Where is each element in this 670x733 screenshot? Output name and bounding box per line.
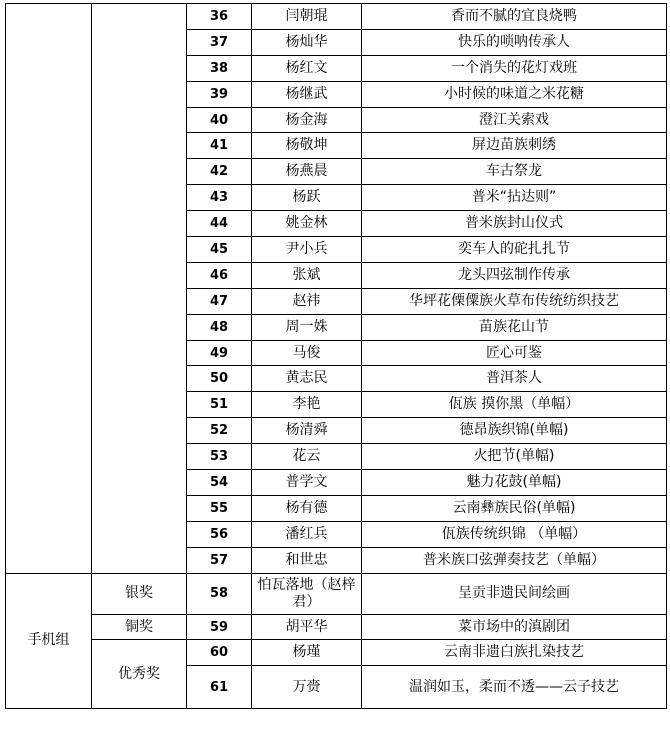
- author-name: 杨灿华: [252, 29, 362, 55]
- work-title: 一个消失的花灯戏班: [362, 55, 667, 81]
- author-name: 杨清舜: [252, 418, 362, 444]
- awards-table: [5, 3, 667, 709]
- entry-number: 58: [187, 573, 252, 614]
- work-title: 龙头四弦制作传承: [362, 262, 667, 288]
- author-name: 怕瓦落地（赵梓君）: [252, 573, 362, 614]
- work-title: 火把节(单幅): [362, 444, 667, 470]
- entry-number: 38: [187, 55, 252, 81]
- author-name: 杨继武: [252, 81, 362, 107]
- entry-number: 41: [187, 133, 252, 159]
- entry-number: 50: [187, 366, 252, 392]
- entry-number: 61: [187, 666, 252, 709]
- work-title: 苗族花山节: [362, 314, 667, 340]
- entry-number: 53: [187, 444, 252, 470]
- author-name: 杨敬坤: [252, 133, 362, 159]
- author-name: 潘红兵: [252, 521, 362, 547]
- award-cell-bronze: 铜奖: [92, 614, 187, 640]
- author-name: 张斌: [252, 262, 362, 288]
- work-title: 快乐的唢呐传承人: [362, 29, 667, 55]
- work-title: 屏边苗族刺绣: [362, 133, 667, 159]
- author-name: 杨有德: [252, 495, 362, 521]
- author-name: 周一姝: [252, 314, 362, 340]
- author-name: 闫朝琨: [252, 4, 362, 30]
- author-name: 黄志民: [252, 366, 362, 392]
- table-row: [6, 614, 667, 640]
- awards-table-body: [6, 4, 667, 709]
- entry-number: 40: [187, 107, 252, 133]
- entry-number: 52: [187, 418, 252, 444]
- author-name: 胡平华: [252, 614, 362, 640]
- entry-number: 45: [187, 237, 252, 263]
- work-title: 魅力花鼓(单幅): [362, 470, 667, 496]
- work-title: 菜市场中的滇剧团: [362, 614, 667, 640]
- work-title: 华坪花傈僳族火草布传统纺织技艺: [362, 288, 667, 314]
- author-name: 姚金林: [252, 211, 362, 237]
- group-cell: 手机组: [6, 573, 92, 709]
- work-title: 普洱茶人: [362, 366, 667, 392]
- work-title: 佤族 摸你黑（单幅）: [362, 392, 667, 418]
- work-title: 云南非遗白族扎染技艺: [362, 640, 667, 666]
- work-title: 车古祭龙: [362, 159, 667, 185]
- author-name: 马俊: [252, 340, 362, 366]
- work-title: 普米“拈达则”: [362, 185, 667, 211]
- work-title: 普米族封山仪式: [362, 211, 667, 237]
- entry-number: 56: [187, 521, 252, 547]
- work-title: 澄江关索戏: [362, 107, 667, 133]
- author-name: 杨燕晨: [252, 159, 362, 185]
- award-cell-silver: 银奖: [92, 573, 187, 614]
- work-title: 德昂族织锦(单幅): [362, 418, 667, 444]
- author-name: 李艳: [252, 392, 362, 418]
- entry-number: 51: [187, 392, 252, 418]
- entry-number: 59: [187, 614, 252, 640]
- work-title: 温润如玉，柔而不透——云子技艺: [362, 666, 667, 709]
- entry-number: 60: [187, 640, 252, 666]
- group-cell-previous: [6, 4, 92, 574]
- work-title: 云南彝族民俗(单幅): [362, 495, 667, 521]
- entry-number: 57: [187, 547, 252, 573]
- table-row: [6, 573, 667, 614]
- author-name: 杨金海: [252, 107, 362, 133]
- author-name: 花云: [252, 444, 362, 470]
- author-name: 杨跃: [252, 185, 362, 211]
- entry-number: 39: [187, 81, 252, 107]
- author-name: 普学文: [252, 470, 362, 496]
- award-cell-previous: [92, 4, 187, 574]
- work-title: 小时候的味道之米花糖: [362, 81, 667, 107]
- table-row: [6, 4, 667, 30]
- entry-number: 36: [187, 4, 252, 30]
- award-cell-excellent: 优秀奖: [92, 640, 187, 709]
- entry-number: 55: [187, 495, 252, 521]
- entry-number: 47: [187, 288, 252, 314]
- work-title: 普米族口弦弹奏技艺（单幅）: [362, 547, 667, 573]
- author-name: 和世忠: [252, 547, 362, 573]
- author-name: 万赍: [252, 666, 362, 709]
- work-title: 香而不腻的宜良烧鸭: [362, 4, 667, 30]
- entry-number: 54: [187, 470, 252, 496]
- table-row: [6, 640, 667, 666]
- entry-number: 49: [187, 340, 252, 366]
- entry-number: 44: [187, 211, 252, 237]
- entry-number: 46: [187, 262, 252, 288]
- entry-number: 42: [187, 159, 252, 185]
- entry-number: 48: [187, 314, 252, 340]
- entry-number: 43: [187, 185, 252, 211]
- author-name: 尹小兵: [252, 237, 362, 263]
- work-title: 奕车人的砣扎扎节: [362, 237, 667, 263]
- work-title: 佤族传统织锦 （单幅）: [362, 521, 667, 547]
- author-name: 杨瑾: [252, 640, 362, 666]
- entry-number: 37: [187, 29, 252, 55]
- author-name: 赵祎: [252, 288, 362, 314]
- author-name: 杨红文: [252, 55, 362, 81]
- work-title: 匠心可鉴: [362, 340, 667, 366]
- work-title: 呈贡非遗民间绘画: [362, 573, 667, 614]
